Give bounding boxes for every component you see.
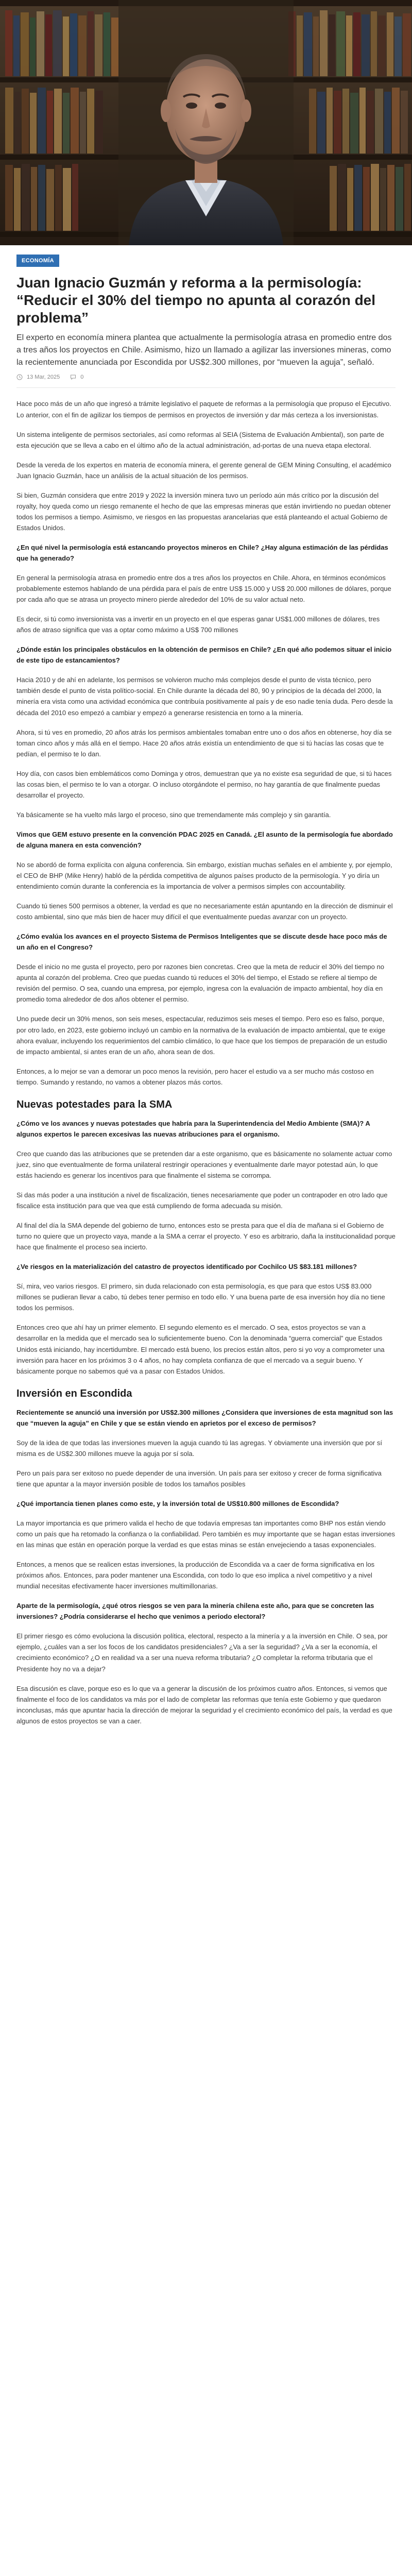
body-paragraph: Soy de la idea de que todas las inversiones mueven la aguja cuando tú las agregas. Y obviamente una inversión que por sí misma es de US$2.300 millones mueve la aguja por sí sola.: [16, 1438, 382, 1458]
article-lead: El experto en economía minera plantea que actualmente la permisología atrasa en promedio entre dos a tres años los proyectos en Chile. Asimismo, hizo un llamado a agilizar las inversiones mineras, como la recientemente anunciada por Escondida por US$2.300 millones, por “mueven la aguja”, señaló.: [16, 333, 392, 367]
body-paragraph: Hoy día, con casos bien emblemáticos como Dominga y otros, demuestran que ya no existe esa seguridad de que, si tú haces las cosas bien, el permiso te lo van a otorgar. O incluso otorgándote el permiso, no hay garantía de que finalmente puedas desarrollar el proyecto.: [16, 769, 392, 799]
body-paragraph: Entonces, a lo mejor se van a demorar un poco menos la revisión, pero hacer el estudio va a ser mucho más costoso en tiempo. Sumando y restando, no vamos a obtener plazos más cortos.: [16, 1067, 374, 1086]
article-body: [16, 398, 396, 1726]
interview-question: Recientemente se anunció una inversión por US$2.300 millones ¿Considera que inversiones de esta magnitud son las que “mueven la aguja” en Chile y que se están viendo en aprietos por el exceso de permisos?: [16, 1408, 393, 1427]
body-paragraph: Si das más poder a una institución a nivel de fiscalización, tienes necesariamente que poder un contrapoder en otro lado que fiscalice esta institución para que vea que está cumpliendo de forma adecuada su misión.: [16, 1191, 388, 1210]
comment-icon[interactable]: [70, 374, 76, 380]
article-title: Juan Ignacio Guzmán y reforma a la permisología: “Reducir el 30% del tiempo no apunta al corazón del problema”: [16, 275, 376, 326]
section-heading: Nuevas potestades para la SMA: [16, 1098, 173, 1110]
body-paragraph: Sí, mira, veo varios riesgos. El primero, sin duda relacionado con esta permisología, es que para que estos US$ 83.000 millones se pudieran llevar a cabo, tú debes tener permiso en todo ello. Y una buena parte de esa inversión hoy día no tiene todos los permisos.: [16, 1282, 385, 1312]
body-paragraph: Al final del día la SMA depende del gobierno de turno, entonces esto se presta para que el día de mañana si el Gobierno de turno no quiere que un proyecto vaya, mande a la SMA a cerrar el proyecto. Y eso es arbitrario, daña la institucionalidad porque hace que finalmente el proceso sea incierto.: [16, 1222, 396, 1251]
body-paragraph: Pero un país para ser exitoso no puede depender de una inversión. Un país para ser exitoso y crecer de forma significativa tiene que apuntar a la mayor inversión posible de todos los tamaños posibles: [16, 1469, 382, 1488]
body-paragraph: Hace poco más de un año que ingresó a trámite legislativo el paquete de reformas a la permisología que propuso el Ejecutivo. Lo anterior, con el fin de agilizar los tiempos de permisos en proyectos de inversión y dar más certeza a los inversionistas.: [16, 400, 391, 419]
body-paragraph: Entonces, a menos que se realicen estas inversiones, la producción de Escondida va a caer de forma significativa en los próximos años. Entonces, para poder mantener una Escondida, con todo lo que eso implica a nivel competitivo y a nivel mundial necesitas efectivamente hacer inversiones multimillonarias.: [16, 1561, 375, 1590]
section-heading: Inversión en Escondida: [16, 1387, 132, 1399]
article-meta: [16, 374, 396, 380]
body-paragraph: Ahora, si tú ves en promedio, 20 años atrás los permisos ambientales tomaban entre uno o dos años en obtenerse, hoy día se toman cinco años y más allá en el tiempo. Hace 20 años atrás existía un entendimiento de que si tú hacías las cosas que te pedían, el permiso te lo dan.: [16, 728, 392, 758]
publish-date: 13 Mar, 2025: [27, 374, 60, 381]
body-paragraph: Si bien, Guzmán considera que entre 2019 y 2022 la inversión minera tuvo un período aún más crítico por la discusión del royalty, hoy queda como un riesgo remanente el hecho de que las empresas mineras que están invirtiendo no puedan obtener todos los permisos a tiempo. Asimismo, ve riesgos en las propuestas arancelarias que está planteando el actual Gobierno de Estados Unidos.: [16, 491, 391, 532]
body-paragraph: Desde el inicio no me gusta el proyecto, pero por razones bien concretas. Creo que la meta de reducir el 30% del tiempo no apunta al corazón del problema. Creo que puedas cuando tú reduces el 30% del tiempo, el Estado se refiere al tiempo de revisión del permiso. O sea, cuando una empresa, por ejemplo, ingresa con la evaluación de impacto ambiental, hoy día en promedio toma alrededor de dos años obtener el permiso.: [16, 963, 384, 1004]
body-paragraph: Hacia 2010 y de ahí en adelante, los permisos se volvieron mucho más complejos desde el punto de vista técnico, pero también desde el punto de vista político-social. En Chile durante la década del 80, 90 y principios de la década del 2000, la minería era vista como una actividad económica que contribuía positivamente al país y de eso nadie tenía duda. Pero desde la década del 2010 eso empezó a cambiar y empezó a generarse resistencia en torno a la minería.: [16, 676, 393, 717]
body-paragraph: El primer riesgo es cómo evoluciona la discusión política, electoral, respecto a la minería y a la inversión en Chile. O sea, por ejemplo, ¿cuáles van a ser los focos de los candidatos presidenciales? ¿Va a ser la seguridad? ¿Va a ser la economía, el crecimiento económico? ¿O en realidad va a ser una nueva reforma tributaria? ¿O completar la reforma tributaria que el Presidente hoy no va a dejar?: [16, 1632, 388, 1673]
body-paragraph: En general la permisología atrasa en promedio entre dos a tres años los proyectos en Chile. Ahora, en términos económicos probablemente estemos hablando de una pérdida para el país de entre US$ 15.000 y US$ 20.000 millones de dólares, porque por cada año que se atrasa un proyecto minero pierde alrededor del 10% de su valor actual neto.: [16, 574, 391, 604]
body-paragraph: Ya básicamente se ha vuelto más largo el proceso, sino que tremendamente más complejo y sin garantía.: [16, 810, 331, 819]
comment-count[interactable]: 0: [80, 374, 84, 381]
interview-question: ¿Cómo ve los avances y nuevas potestades que habría para la Superintendencia del Medio Ambiente (SMA)? A algunos expertos le parecen excesivas las nuevas atribuciones para el organismo.: [16, 1119, 370, 1138]
divider: [16, 387, 396, 388]
body-paragraph: Es decir, si tú como inversionista vas a invertir en un proyecto en el que esperas ganar US$1.000 millones de dólares, tres años de atraso significa que vas a optar como máximo a US$ 700 millones: [16, 615, 380, 634]
hero-image: [0, 0, 412, 245]
body-paragraph: Desde la vereda de los expertos en materia de economía minera, el gerente general de GEM Mining Consulting, el académico Juan Ignacio Guzmán, hace un análisis de la actual situación de los permisos.: [16, 461, 391, 480]
body-paragraph: No se abordó de forma explícita con alguna conferencia. Sin embargo, existían muchas señales en el ambiente y, por ejemplo, el CEO de BHP (Mike Henry) habló de la pérdida competitiva de algunos países producto de la permisología. Y yo diría un entendimiento común durante la conferencia es la importancia de volver a permisos simples con accountability.: [16, 860, 392, 891]
body-paragraph: Esa discusión es clave, porque eso es lo que va a generar la discusión de los próximos cuatro años. Entonces, si vemos que finalmente el foco de los candidatos va más por el lado de completar las reformas que tenía este Gobierno y que quedaron inconclusas, más que apuntar hacia la dirección de mejorar la seguridad y el crecimiento económico del país, la verdad es que algunos de estos proyectos se van a caer.: [16, 1684, 392, 1725]
body-paragraph: La mayor importancia es que primero valida el hecho de que todavía empresas tan importantes como BHP nos están viendo como un país que ha retomado la confianza o la confiabilidad. Pero también es muy importante que se hagan estas inversiones en las minas que están en operación porque la verdad es que estas minas se están envejeciendo a tasas exponenciales.: [16, 1519, 395, 1549]
interview-question: ¿Ve riesgos en la materialización del catastro de proyectos identificado por Cochilco US $83.181 millones?: [16, 1263, 357, 1271]
body-paragraph: Entonces creo que ahí hay un primer elemento. El segundo elemento es el mercado. O sea, estos proyectos se van a desarrollar en la medida que el mercado sea lo suficientemente bueno. Con la denominada “guerra comercial” que Estados Unidos está iniciando, hay incertidumbre. El mercado está bueno, los precios están altos, pero si yo voy a comprometer una inversión para hacer en los próximos 3 o 4 años, no hay completa confianza de que el mercado va a seguir bueno. Y básicamente porque no sabemos qué va a pasar con Estados Unidos.: [16, 1324, 385, 1375]
body-paragraph: Un sistema inteligente de permisos sectoriales, así como reformas al SEIA (Sistema de Evaluación Ambiental), son parte de esta ejecución que se lleva a cabo en el último año de la actual administración, ad-portas de una nueva etapa electoral.: [16, 430, 384, 449]
interview-question: Vimos que GEM estuvo presente en la convención PDAC 2025 en Canadá. ¿El asunto de la permisología fue abordado de alguna manera en esta convención?: [16, 830, 393, 849]
clock-icon: [16, 374, 23, 380]
interview-question: Aparte de la permisología, ¿qué otros riesgos se ven para la minería chilena este año, para que se concreten las inversiones? ¿Podría considerarse el hecho que venimos a periodo electoral?: [16, 1602, 374, 1621]
interview-question: ¿Cómo evalúa los avances en el proyecto Sistema de Permisos Inteligentes que se discute desde hace poco más de un año en el Congreso?: [16, 933, 387, 952]
body-paragraph: Creo que cuando das las atribuciones que se pretenden dar a este organismo, que es básicamente no solamente actuar como juez, sino que eventualmente de forma unilateral restringir operaciones y eventualmente darle mayor potestad aún, lo que estás haciendo es generar los incentivos para que finalmente el sistema se corrompa.: [16, 1149, 392, 1179]
category-badge[interactable]: ECONOMÍA: [16, 255, 59, 267]
interview-question: ¿Qué importancia tienen planes como este, y la inversión total de US$10.800 millones de Escondida?: [16, 1499, 339, 1507]
article: [0, 245, 412, 1726]
portrait-photo: [0, 0, 412, 245]
interview-question: ¿Dónde están los principales obstáculos en la obtención de permisos en Chile? ¿En qué año podemos situar el inicio de este tipo de estancamientos?: [16, 646, 392, 665]
body-paragraph: Uno puede decir un 30% menos, son seis meses, espectacular, reduzimos seis meses el tiempo. Pero eso es falso, porque, por otro lado, en 2023, este gobierno incluyó un cambio en la normativa de la evaluación de impacto ambiental, que te exige ahora evaluar, incluyendo los requerimientos del cambio climático, lo que hace que los tiempos de preparación de un estudio de impacto ambiental, si antes eran de un año, ahora sean de dos.: [16, 1015, 387, 1056]
interview-question: ¿En qué nivel la permisología está estancando proyectos mineros en Chile? ¿Hay alguna estimación de las pérdidas que ha generado?: [16, 543, 388, 562]
body-paragraph: Cuando tú tienes 500 permisos a obtener, la verdad es que no necesariamente están apuntando en la dirección de disminuir el costo ambiental, sino que más bien de hacer muy difícil el que eventualmente puedas avanzar con un proyecto.: [16, 902, 393, 921]
